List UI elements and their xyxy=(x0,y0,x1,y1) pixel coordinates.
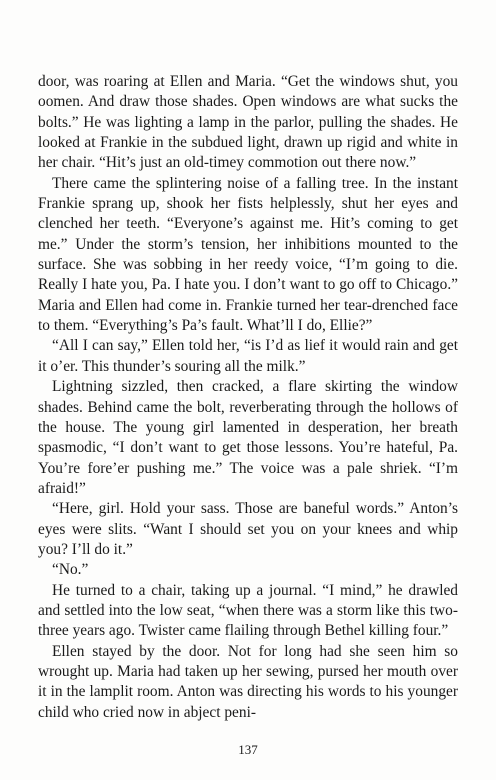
paragraph: He turned to a chair, taking up a journal. “I mind,” he drawled and settled into the low seat, “when there was a storm like this two-three years ago. Twister came flailing through Bethel killing four.” xyxy=(38,581,458,640)
body-text xyxy=(38,72,458,723)
paragraph: Ellen stayed by the door. Not for long had she seen him so wrought up. Maria had taken up her sewing, pursed her mouth over it in the lamplit room. Anton was directing his words to his younger child who cried now in abject peni- xyxy=(38,642,458,721)
paragraph: Lightning sizzled, then cracked, a flare skirting the window shades. Behind came the bolt, reverberating through the hollows of the house. The young girl lamented in desperation, her breath spasmodic, “I don’t want to get those lessons. You’re hateful, Pa. You’re fore’er pushing me.” The voice was a pale shriek. “I’m afraid!” xyxy=(38,378,458,497)
paragraph: “All I can say,” Ellen told her, “is I’d as lief it would rain and get it o’er. This thunder’s souring all the milk.” xyxy=(38,337,458,375)
paragraph: door, was roaring at Ellen and Maria. “Get the windows shut, you oomen. And draw those shades. Open windows are what sucks the bolts.” He was lighting a lamp in the parlor, pulling the shades. He looked at Frankie in the subdued light, drawn up rigid and white in her chair. “Hit’s just an old-timey commotion out there now.” xyxy=(38,73,458,172)
paragraph: There came the splintering noise of a falling tree. In the instant Frankie sprang up, shook her fists helplessly, shut her eyes and clenched her teeth. “Everyone’s against me. Hit’s coming to get me.” Under the storm’s tension, her inhibitions mounted to the surface. She was sobbing in her reedy voice, “I’m going to die. Really I hate you, Pa. I hate you. I don’t want to go off to Chicago.” Maria and Ellen had come in. Frankie turned her tear-drenched face to them. “Everything’s Pa’s fault. What’ll I do, Ellie?” xyxy=(38,174,458,335)
page-number: 137 xyxy=(238,742,258,757)
paragraph: “No.” xyxy=(52,561,89,579)
paragraph: “Here, girl. Hold your sass. Those are baneful words.” Anton’s eyes were slits. “Want I should set you on your knees and whip you? I’ll do it.” xyxy=(38,500,458,558)
